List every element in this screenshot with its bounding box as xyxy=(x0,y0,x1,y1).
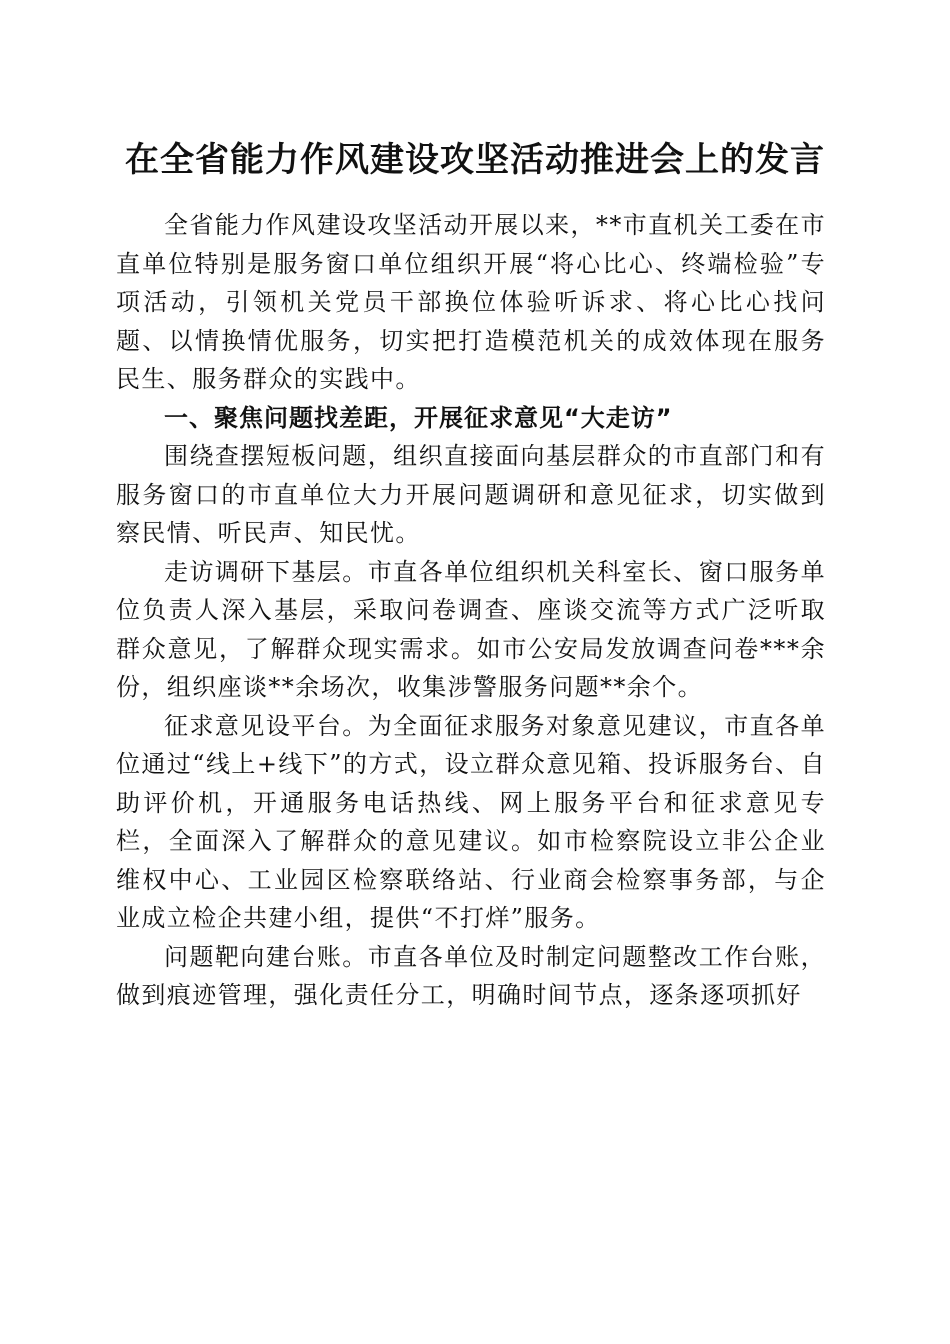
document-body xyxy=(116,206,826,1015)
document-title: 在全省能力作风建设攻坚活动推进会上的发言 xyxy=(125,140,825,180)
intro-paragraph: 全省能力作风建设攻坚活动开展以来，**市直机关工委在市直单位特别是服务窗口单位组织开展“将心比心、终端检验”专项活动，引领机关党员干部换位体验听诉求、将心比心找问题、以情换情优服务，切实把打造模范机关的成效体现在服务民生、服务群众的实践中。 xyxy=(116,211,826,393)
section-heading-1: 一、聚焦问题找差距，开展征求意见“大走访” xyxy=(164,403,673,432)
section1-paragraph-1: 围绕查摆短板问题，组织直接面向基层群众的市直部门和有服务窗口的市直单位大力开展问题调研和意见征求，切实做到察民情、听民声、知民忧。 xyxy=(116,442,826,547)
section1-paragraph-4: 问题靶向建台账。市直各单位及时制定问题整改工作台账，做到痕迹管理，强化责任分工，明确时间节点，逐条逐项抓好 xyxy=(116,942,826,1009)
section1-paragraph-2: 走访调研下基层。市直各单位组织机关科室长、窗口服务单位负责人深入基层，采取问卷调查、座谈交流等方式广泛听取群众意见，了解群众现实需求。如市公安局发放调查问卷***余份，组织座谈**余场次，收集涉警服务问题**余个。 xyxy=(116,557,826,701)
section1-paragraph-3: 征求意见设平台。为全面征求服务对象意见建议，市直各单位通过“线上+线下”的方式，设立群众意见箱、投诉服务台、自助评价机，开通服务电话热线、网上服务平台和征求意见专栏，全面深入了解群众的意见建议。如市检察院设立非公企业维权中心、工业园区检察联络站、行业商会检察事务部，与企业成立检企共建小组，提供“不打烊”服务。 xyxy=(116,711,826,932)
